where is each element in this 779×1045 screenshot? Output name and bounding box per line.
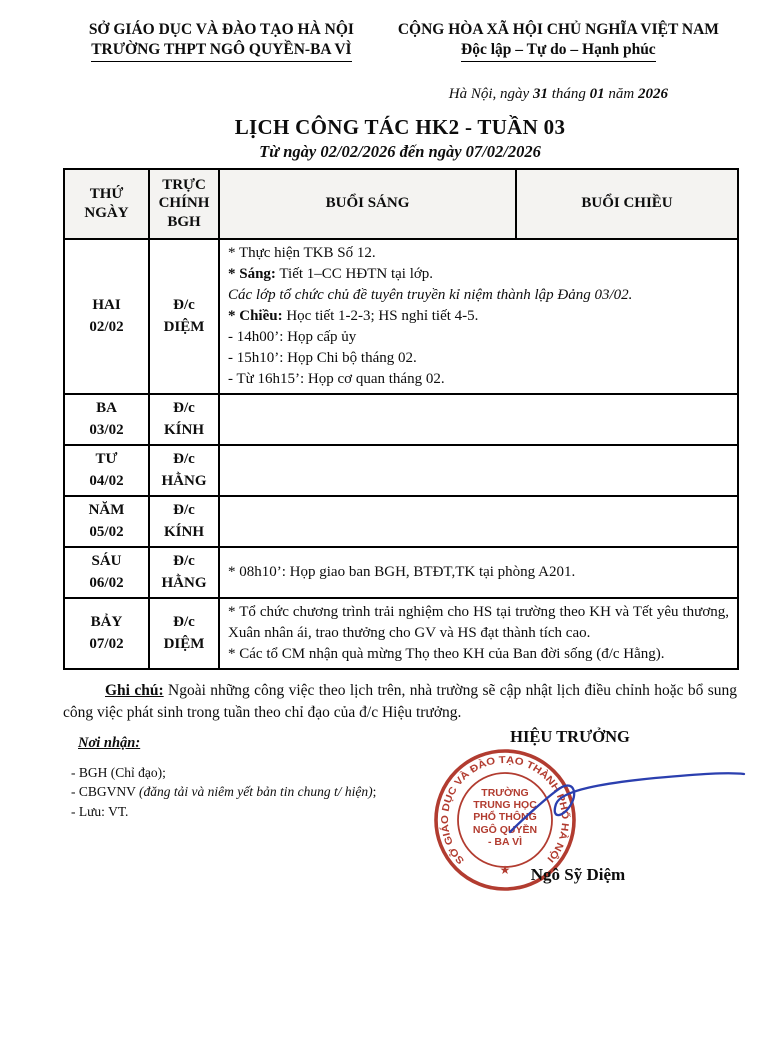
duty-cell [149, 394, 219, 445]
document-subtitle: Từ ngày 02/02/2026 đến ngày 07/02/2026 [259, 141, 541, 161]
schedule-line: * Tổ chức chương trình trải nghiệm cho HS tại trường theo KH và Tết yêu thương, Xuân nhân ái, trao thưởng cho GV và HS đạt thành tích cao. [228, 603, 729, 641]
col-header-afternoon: BUỔI CHIỀU [516, 169, 738, 239]
note-label: Ghi chú: [105, 681, 164, 699]
day-cell [64, 445, 149, 496]
day-name: BẢY [90, 613, 123, 630]
schedule-content-cell [219, 445, 738, 496]
duty-name: KÍNH [163, 524, 204, 541]
day-date: 03/02 [89, 422, 124, 439]
schedule-line: - 15h10’: Họp Chi bộ tháng 02. [228, 349, 417, 366]
schedule-content-cell [219, 239, 738, 394]
duty-cell [149, 598, 219, 669]
national-title: CỘNG HÒA XÃ HỘI CHỦ NGHĨA VIỆT NAM [397, 21, 719, 38]
place-date-line: Hà Nội, ngày 31 tháng 01 năm 2026 [448, 85, 668, 102]
national-motto-block [380, 20, 737, 62]
duty-name: HẰNG [161, 575, 207, 592]
duty-prefix: Đ/c [173, 613, 195, 630]
svg-text:NGÔ QUYỀN: NGÔ QUYỀN [472, 823, 538, 836]
day-name: NĂM [88, 501, 125, 518]
schedule-content-cell [219, 547, 738, 598]
table-header-row [64, 169, 738, 239]
schedule-line: - Từ 16h15’: Họp cơ quan tháng 02. [228, 370, 445, 387]
svg-text:- BA VÌ: - BA VÌ [487, 835, 523, 848]
duty-cell [149, 239, 219, 394]
document-title: LỊCH CÔNG TÁC HK2 - TUẦN 03 [234, 114, 566, 139]
day-date: 04/02 [89, 473, 124, 490]
stamp-center-text [473, 786, 537, 848]
col-header-morning: BUỔI SÁNG [219, 169, 516, 239]
duty-cell [149, 547, 219, 598]
day-name: BA [96, 399, 117, 416]
duty-cell [149, 445, 219, 496]
schedule-line: * 08h10’: Họp giao ban BGH, BTĐT,TK tại phòng A201. [228, 563, 576, 580]
table-row [64, 394, 738, 445]
schedule-line: * Thực hiện TKB Số 12. [228, 244, 376, 261]
schedule-line: * Các tổ CM nhận quà mừng Thọ theo KH của Ban đời sống (đ/c Hằng). [228, 645, 665, 662]
stamp-and-signature [410, 708, 779, 948]
issuing-org-block [63, 20, 380, 62]
duty-name: KÍNH [163, 422, 204, 439]
recipient-item: - Lưu: VT. [71, 803, 129, 819]
day-date: 02/02 [89, 319, 124, 336]
signer-name: Ngô Sỹ Diệm [530, 864, 626, 884]
table-row [64, 598, 738, 669]
schedule-content-cell [219, 598, 738, 669]
recipients-list [71, 763, 376, 822]
national-motto: Độc lập – Tự do – Hạnh phúc [380, 40, 737, 62]
document-header [63, 20, 737, 62]
duty-prefix: Đ/c [173, 296, 195, 313]
day-cell [64, 598, 149, 669]
day-cell [64, 394, 149, 445]
svg-text:TRƯỜNG: TRƯỜNG [481, 786, 529, 799]
day-date: 07/02 [89, 636, 124, 653]
day-cell [64, 239, 149, 394]
recipient-item: - CBGVNV (đăng tải và niêm yết bản tin chung t/ hiện); [71, 784, 377, 800]
day-cell [64, 547, 149, 598]
schedule-line: * Sáng: Tiết 1–CC HĐTN tại lớp. [228, 265, 434, 282]
svg-text:PHỔ THÔNG: PHỔ THÔNG [473, 810, 537, 823]
duty-prefix: Đ/c [173, 450, 195, 467]
schedule-line: - 14h00’: Họp cấp ủy [228, 328, 357, 345]
day-date: 05/02 [89, 524, 124, 541]
table-row [64, 496, 738, 547]
duty-name: DIỆM [163, 319, 205, 336]
day-name: SÁU [91, 552, 122, 569]
recipient-item: - BGH (Chỉ đạo); [71, 764, 166, 780]
table-row [64, 445, 738, 496]
duty-cell [149, 496, 219, 547]
duty-prefix: Đ/c [173, 501, 195, 518]
table-row [64, 547, 738, 598]
schedule-content-cell [219, 394, 738, 445]
svg-text:TRUNG HỌC: TRUNG HỌC [473, 798, 537, 811]
stamp-ring-text: SỞ GIÁO DỤC VÀ ĐÀO TẠO THÀNH PHỐ HÀ NỘI [439, 754, 571, 866]
duty-name: DIỆM [163, 636, 205, 653]
recipients-label: Nơi nhận: [78, 734, 141, 751]
schedule-table [63, 168, 739, 670]
schedule-rows [64, 239, 738, 669]
col-header-day: THỨ NGÀY [64, 169, 149, 239]
signer-title: HIỆU TRƯỞNG [510, 726, 630, 746]
day-cell [64, 496, 149, 547]
schedule-line: Các lớp tổ chức chủ đề tuyên truyền kỉ niệm thành lập Đảng 03/02. [228, 286, 633, 303]
duty-prefix: Đ/c [173, 552, 195, 569]
day-date: 06/02 [89, 575, 124, 592]
col-header-duty: TRỰC CHÍNH BGH [149, 169, 219, 239]
duty-prefix: Đ/c [173, 399, 195, 416]
department-name: SỞ GIÁO DỤC VÀ ĐÀO TẠO HÀ NỘI [88, 21, 354, 38]
day-name: TƯ [95, 450, 118, 467]
duty-name: HẰNG [161, 473, 207, 490]
table-row [64, 239, 738, 394]
schedule-content-cell [219, 496, 738, 547]
day-name: HAI [92, 296, 121, 313]
stamp-star-icon: ★ [499, 862, 511, 877]
school-name: TRƯỜNG THPT NGÔ QUYỀN-BA VÌ [63, 40, 380, 62]
schedule-line: * Chiều: Học tiết 1-2-3; HS nghỉ tiết 4-5. [228, 307, 479, 324]
note-text: Ngoài những công việc theo lịch trên, nhà trường sẽ cập nhật lịch điều chỉnh hoặc bổ sung công việc phát sinh trong tuần theo chỉ đạo của đ/c Hiệu trưởng. [63, 681, 738, 722]
